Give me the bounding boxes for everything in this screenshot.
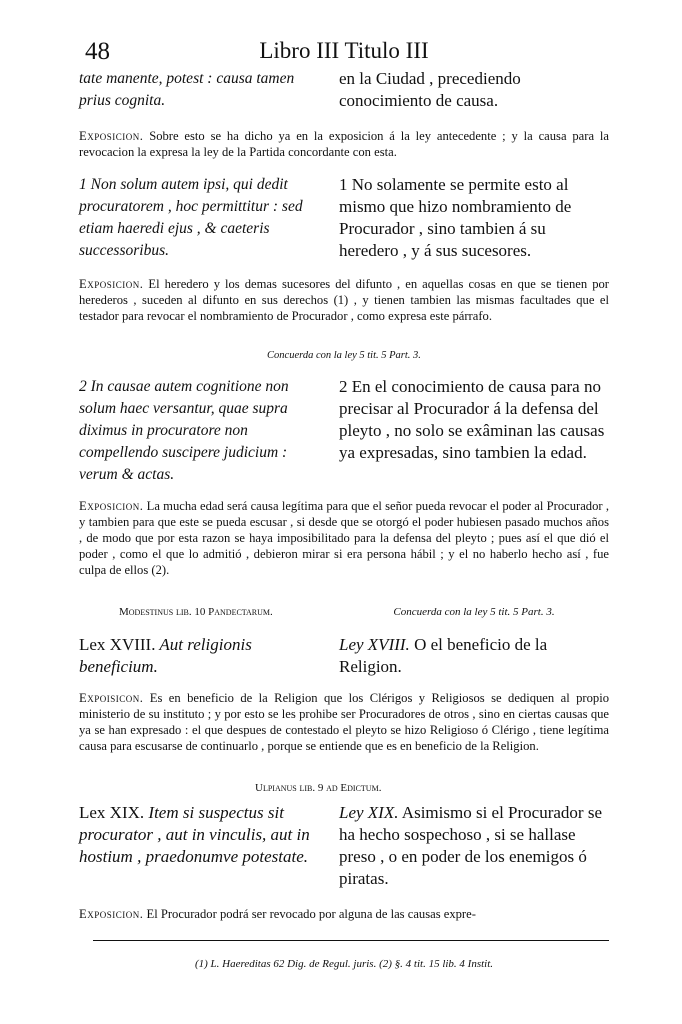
exposition-text: El heredero y los demas sucesores del difunto , en aquellas cosas en que se tienen por herederos , suceden al difunto en sus derechos (1) , y tienen tambien las mismas facultades que el testador para revocar el nombramiento de Procurador , como expresa este párrafo. xyxy=(79,277,609,323)
exposition-lead: Exposicion. xyxy=(79,129,144,143)
footnote-divider xyxy=(93,940,609,941)
exposition-text: La mucha edad será causa legítima para que el señor pueda revocar el poder al Procurador , y tambien para que este se pueda escusar , si desde que se otorgó el poder hubiesen pasado muchos años , de modo que por esta razon se haya imposibilitado para la defensa del pleyto ; pues así el que dió el poder , como el que lo admitió , debieron mirar si era persona hábil ; y el no haberlo hecho así , fue culpa de ellos (2). xyxy=(79,499,609,577)
exposition-3 xyxy=(79,690,609,754)
latin-text: tate manente, potest : causa tamen prius cognita. xyxy=(79,70,295,109)
law-heading: Lex XVIII. xyxy=(79,635,156,654)
exposition-lead: Exposicion. xyxy=(79,907,144,921)
latin-text: 1 Non solum autem ipsi, qui dedit procuratorem , hoc permittitur : sed etiam haeredi ejus , & caeteris successoribus. xyxy=(79,176,303,259)
law-text: Asimismo si el Procurador se ha hecho sospechoso , si se hallase preso , o en poder de los enemigos ó piratas. xyxy=(339,803,602,888)
exposition-lead: Exposicion. xyxy=(79,277,144,291)
latin-law xyxy=(79,802,327,890)
spanish-text: 1 No solamente se permite esto al mismo que hizo nombramiento de Procurador , sino tambien á su heredero , y á sus sucesores. xyxy=(339,175,572,260)
law-heading: Lex XIX. xyxy=(79,803,145,822)
exposition-4 xyxy=(79,906,609,922)
exposition-lead: Expoisicon. xyxy=(79,691,144,705)
law-text: O el beneficio de la Religion. xyxy=(339,635,548,676)
spanish-law xyxy=(339,802,609,890)
law-heading: Ley XIX. xyxy=(339,803,399,822)
exposition-text: El Procurador podrá ser revocado por alguna de las causas expre- xyxy=(143,907,476,921)
page-header xyxy=(79,38,609,68)
exposition-lead: Exposicion. xyxy=(79,499,144,513)
lex-18 xyxy=(79,634,609,678)
exposition-1 xyxy=(79,276,609,324)
running-title: Libro III Titulo III xyxy=(259,38,429,63)
exposition-text: Es en beneficio de la Religion que los Clérigos y Religiosos se dediquen al propio ministerio de su instituto ; y por esto se les prohibe ser Procuradores de otros , sino en ciertas causas que ya se han expresado : el que despues de contestado el pleyto se hizo Religioso ó Clérigo , tiene legítima causa para escusarse de continuarlo , porque se entiende que es en beneficio de la Religion. xyxy=(79,691,609,753)
exposition-text: Sobre esto se ha dicho ya en la exposicion á la ley antecedente ; y la causa para la revocacion la expresa la ley de la Partida concordante con esta. xyxy=(79,129,609,159)
source-citation: Ulpianus lib. 9 ad Edictum. xyxy=(255,782,382,794)
lex-19 xyxy=(79,802,609,890)
source-citation: Modestinus lib. 10 Pandectarum. xyxy=(119,606,273,618)
spanish-text: 2 En el conocimiento de causa para no precisar al Procurador á la defensa del pleyto , no solo se exâminan las causas ya expresadas, sino tambien la edad. xyxy=(339,377,605,462)
exposition-0 xyxy=(79,128,609,160)
spanish-text: en la Ciudad , precediendo conocimiento de causa. xyxy=(339,69,521,110)
concordance-note: Concuerda con la ley 5 tit. 5 Part. 3. xyxy=(393,606,555,618)
paragraph-2 xyxy=(79,376,609,486)
intro-pair xyxy=(79,68,609,112)
spanish-law xyxy=(339,634,609,678)
latin-text: 2 In causae autem cognitione non solum haec versantur, quae supra diximus in procuratore non compellendo suscipere judicium : verum & actas. xyxy=(79,378,289,483)
law-heading: Ley XVIII. xyxy=(339,635,410,654)
law-text: Aut religionis beneficium. xyxy=(79,635,252,676)
paragraph-1 xyxy=(79,174,609,262)
exposition-2 xyxy=(79,498,609,578)
source-row-19 xyxy=(79,782,609,794)
footnote: (1) L. Haereditas 62 Dig. de Regul. juris. (2) §. 4 tit. 15 lib. 4 Instit. xyxy=(194,958,494,970)
page-number: 48 xyxy=(85,38,110,65)
concordance-note: Concuerda con la ley 5 tit. 5 Part. 3. xyxy=(267,350,421,361)
source-row-18 xyxy=(79,606,609,618)
latin-law xyxy=(79,634,327,678)
law-text: Item si suspectus sit procurator , aut in vinculis, aut in hostium , praedonumve potestate. xyxy=(79,803,310,866)
